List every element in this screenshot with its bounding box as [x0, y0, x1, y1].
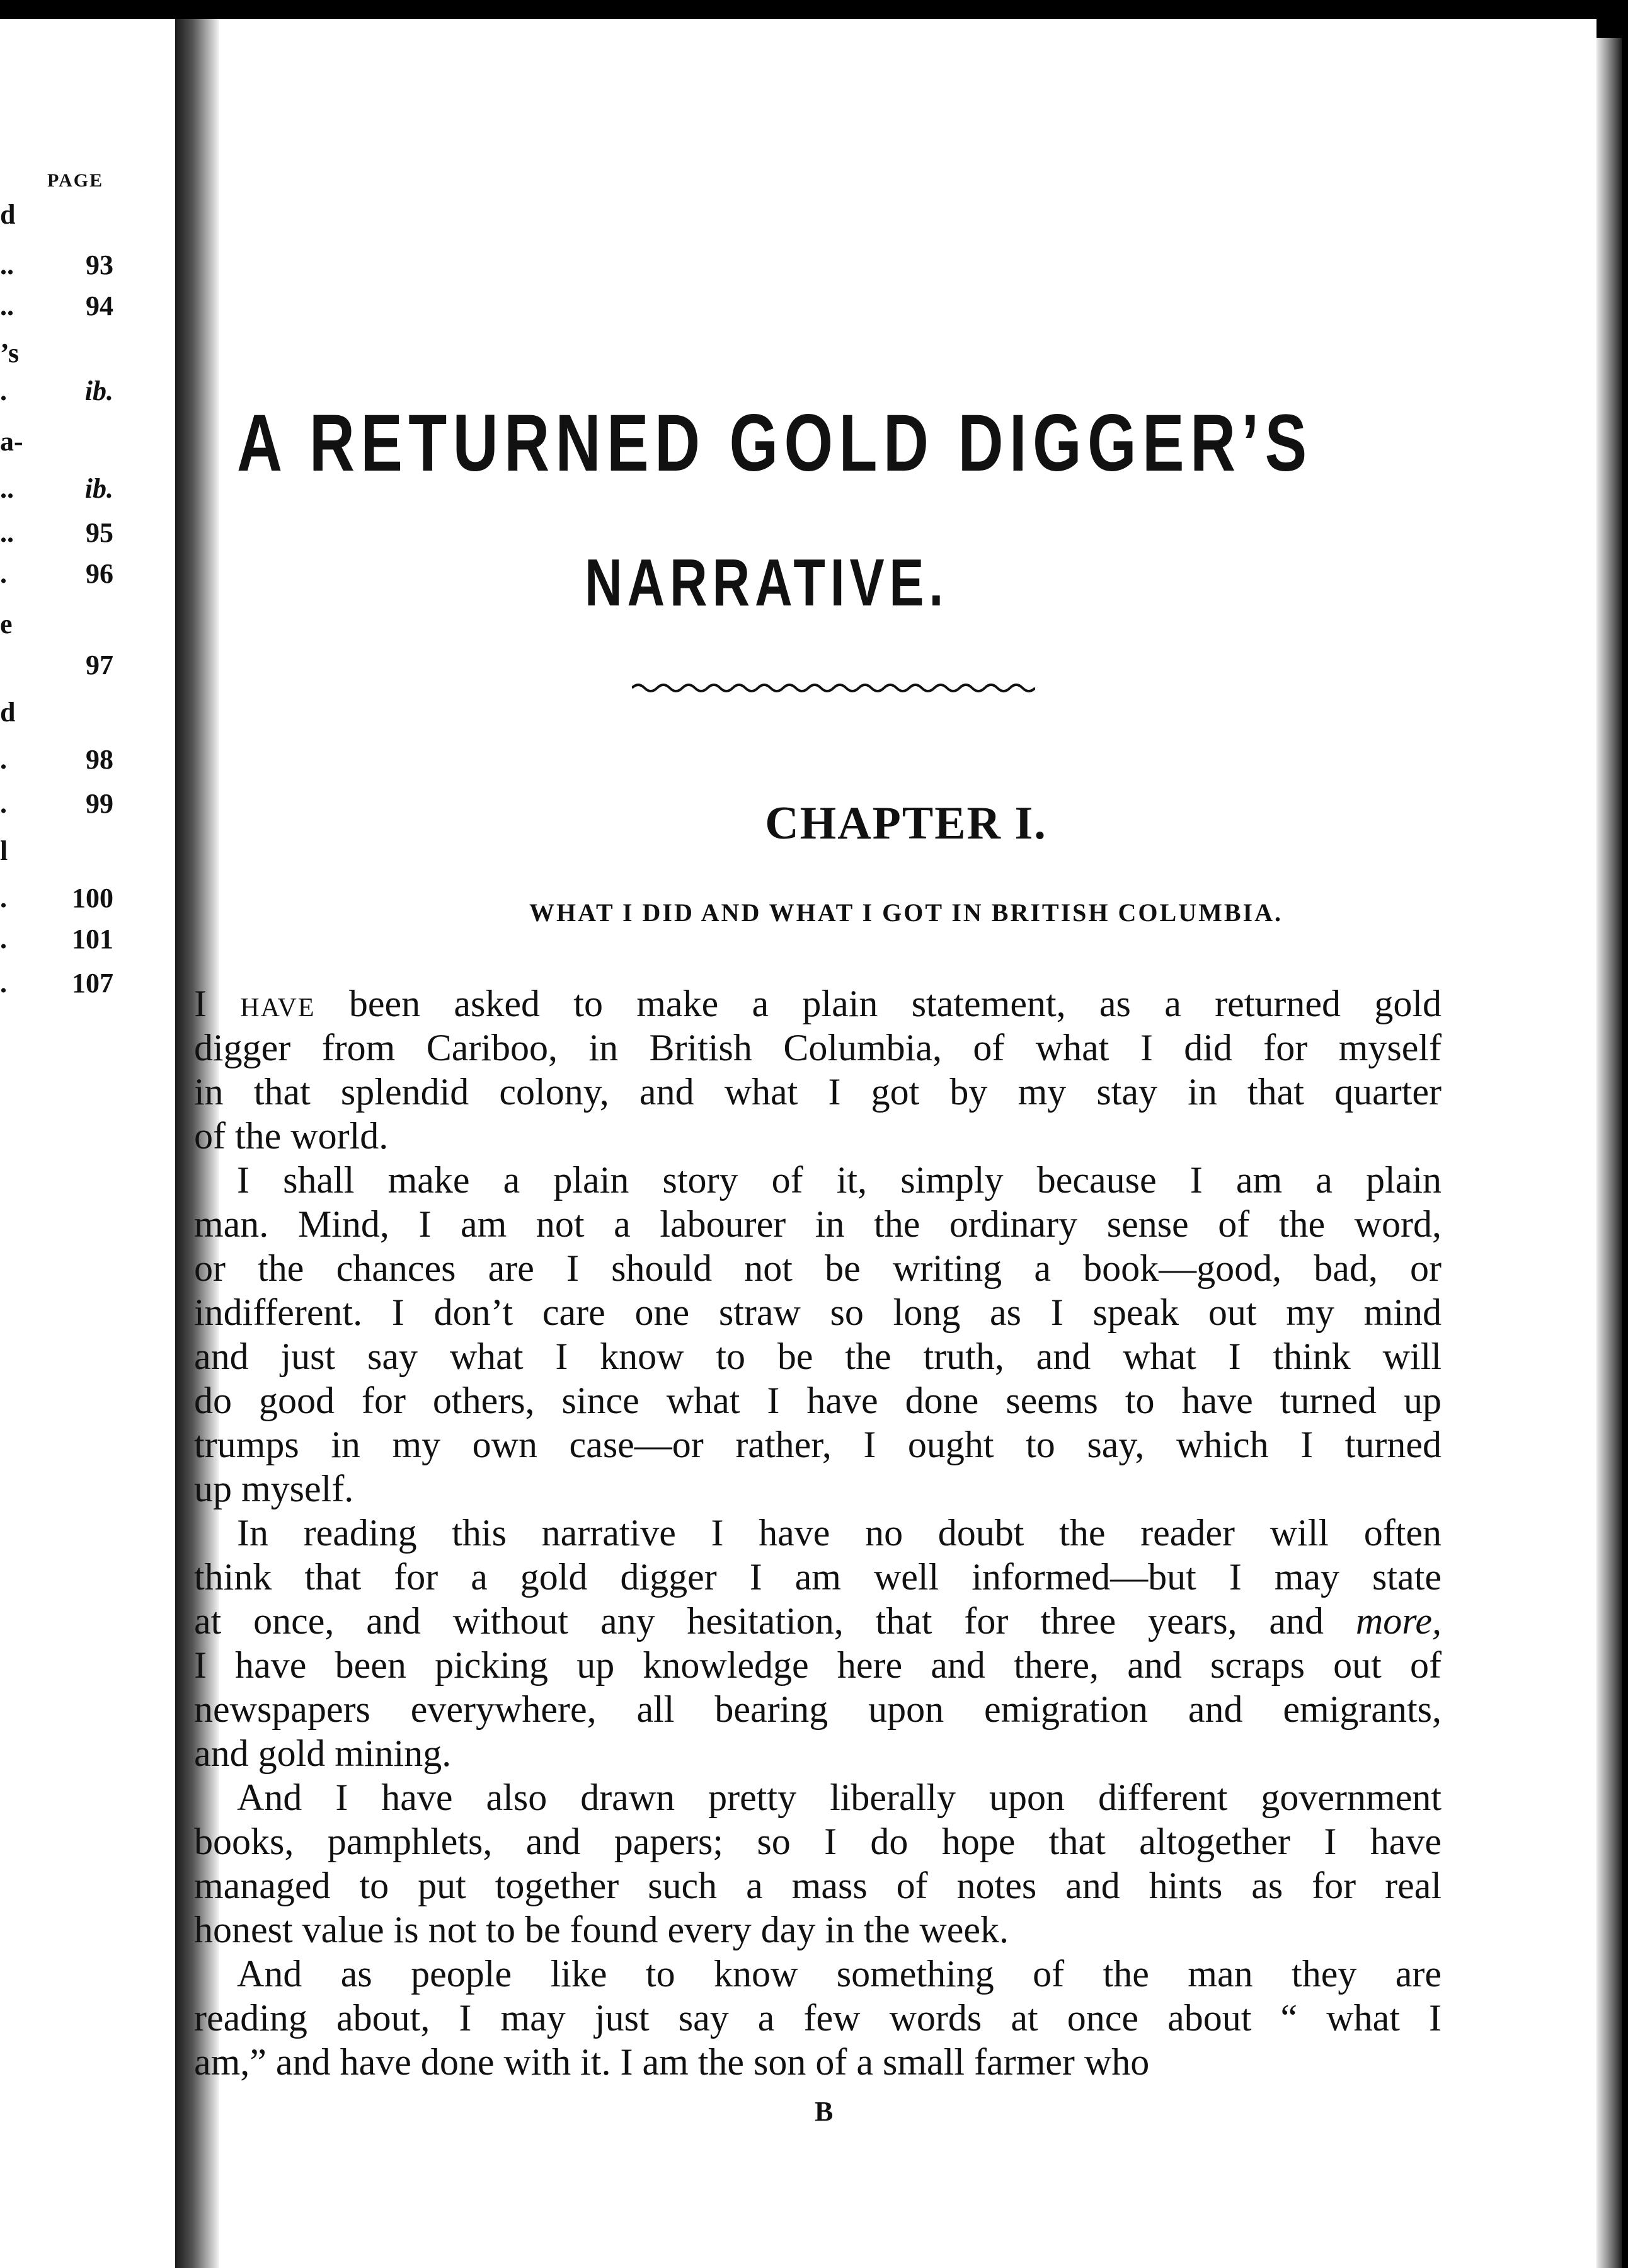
text-line: And I have also drawn pretty liberally upon different government: [237, 1777, 1442, 1818]
toc-row: [0, 472, 113, 510]
toc-row-page-number: 95: [86, 517, 113, 548]
toc-row-lead: l: [0, 835, 8, 866]
text-line: managed to put together such a mass of notes and hints as for real: [194, 1865, 1442, 1906]
toc-row-page-number: 94: [86, 290, 113, 321]
text-line: digger from Cariboo, in British Columbia, of what I did for myself: [194, 1027, 1442, 1068]
toc-row: [0, 743, 113, 781]
text-line: up myself.: [194, 1468, 354, 1509]
toc-row: [0, 882, 113, 920]
body-text: [194, 982, 1442, 2084]
toc-row-page-number: 97: [86, 650, 113, 680]
toc-row: [0, 290, 113, 328]
paragraph: [194, 1775, 1442, 1952]
text-line: indifferent. I don’t care one straw so long as I speak out my mind: [194, 1292, 1442, 1333]
text-line: at once, and without any hesitation, that for three years, and more,: [194, 1600, 1442, 1642]
toc-row-page-number: 96: [86, 558, 113, 589]
paragraph: [194, 982, 1442, 1158]
toc-row-lead: .: [0, 788, 7, 819]
text-line: or the chances are I should not be writing a book—good, bad, or: [194, 1247, 1442, 1289]
toc-row: [0, 608, 113, 646]
toc-row-page-number: ib.: [84, 473, 113, 504]
text-line: think that for a gold digger I am well informed—but I may state: [194, 1556, 1442, 1598]
text-line: newspapers everywhere, all bearing upon emigration and emigrants,: [194, 1688, 1442, 1730]
toc-row: [0, 558, 113, 595]
text-line: of the world.: [194, 1115, 389, 1157]
toc-row-lead: d: [0, 199, 16, 230]
chapter-title: CHAPTER I.: [765, 798, 1047, 849]
text-line: I have been picking up knowledge here and there, and scraps out of: [194, 1644, 1442, 1686]
text-line: reading about, I may just say a few words at once about “ what I: [194, 1997, 1442, 2039]
text-line: in that splendid colony, and what I got by my stay in that quarter: [194, 1071, 1442, 1113]
text-line: I have been asked to make a plain statement, as a returned gold: [194, 983, 1442, 1024]
toc-row-lead: .: [0, 744, 7, 775]
toc-row-lead: .: [0, 883, 7, 914]
text-line: In reading this narrative I have no doubt the reader will often: [237, 1512, 1442, 1554]
toc-row-lead: .: [0, 558, 7, 589]
toc-row-lead: ..: [0, 473, 14, 504]
toc-row-page-number: 100: [72, 883, 113, 914]
toc-page-header: PAGE: [47, 170, 104, 191]
text-line: I shall make a plain story of it, simply because I am a plain: [237, 1159, 1442, 1201]
book-title: A RETURNED GOLD DIGGER’S: [237, 398, 1313, 488]
book-title-continued: NARRATIVE.: [585, 546, 949, 620]
text-line: am,” and have done with it. I am the son of a small farmer who: [194, 2041, 1150, 2083]
toc-row-lead: .: [0, 968, 7, 999]
toc-row-page-number: 98: [86, 744, 113, 775]
toc-row: [0, 517, 113, 554]
toc-row-lead: ..: [0, 290, 14, 321]
text-line: man. Mind, I am not a labourer in the ordinary sense of the word,: [194, 1203, 1442, 1245]
toc-row-page-number: 107: [72, 968, 113, 999]
toc-row-lead: .: [0, 924, 7, 954]
text-line: do good for others, since what I have done seems to have turned up: [194, 1380, 1442, 1421]
toc-row: [0, 788, 113, 825]
toc-row-page-number: 101: [72, 924, 113, 954]
toc-row-lead: e: [0, 609, 13, 639]
toc-row-lead: ..: [0, 249, 14, 280]
text-line: trumps in my own case—or rather, I ought to say, which I turned: [194, 1424, 1442, 1465]
toc-row: [0, 649, 113, 687]
left-page-contents: [0, 19, 175, 2268]
toc-row: [0, 375, 113, 413]
text-line: and gold mining.: [194, 1732, 452, 1774]
toc-row: [0, 198, 113, 236]
wavy-rule-ornament: [632, 680, 1035, 696]
toc-row-page-number: 99: [86, 788, 113, 819]
toc-row-lead: .: [0, 375, 7, 406]
main-page: [194, 19, 1596, 2268]
chapter-subtitle: WHAT I DID AND WHAT I GOT IN BRITISH COLUMBIA.: [529, 898, 1283, 927]
toc-row: [0, 249, 113, 287]
paragraph: [194, 1511, 1442, 1775]
text-line: honest value is not to be found every day in the week.: [194, 1909, 1009, 1950]
toc-row-lead: a-: [0, 426, 23, 457]
toc-row: [0, 425, 113, 463]
paragraph: [194, 1158, 1442, 1511]
text-line: books, pamphlets, and papers; so I do hope that altogether I have: [194, 1821, 1442, 1862]
toc-row-page-number: 93: [86, 249, 113, 280]
toc-row: [0, 337, 113, 375]
text-line: and just say what I know to be the truth, and what I think will: [194, 1336, 1442, 1377]
toc-row: [0, 835, 113, 873]
toc-row-lead: ’s: [0, 338, 20, 369]
paragraph: [194, 1952, 1442, 2084]
text-line: And as people like to know something of the man they are: [237, 1953, 1442, 1995]
page-edge-shadow: [1596, 38, 1622, 2268]
toc-row: [0, 696, 113, 734]
toc-row-page-number: ib.: [84, 375, 113, 406]
signature-mark: B: [815, 2096, 834, 2127]
toc-row: [0, 967, 113, 1005]
toc-row-lead: ..: [0, 517, 14, 548]
toc-row-lead: d: [0, 697, 16, 728]
toc-row: [0, 923, 113, 961]
